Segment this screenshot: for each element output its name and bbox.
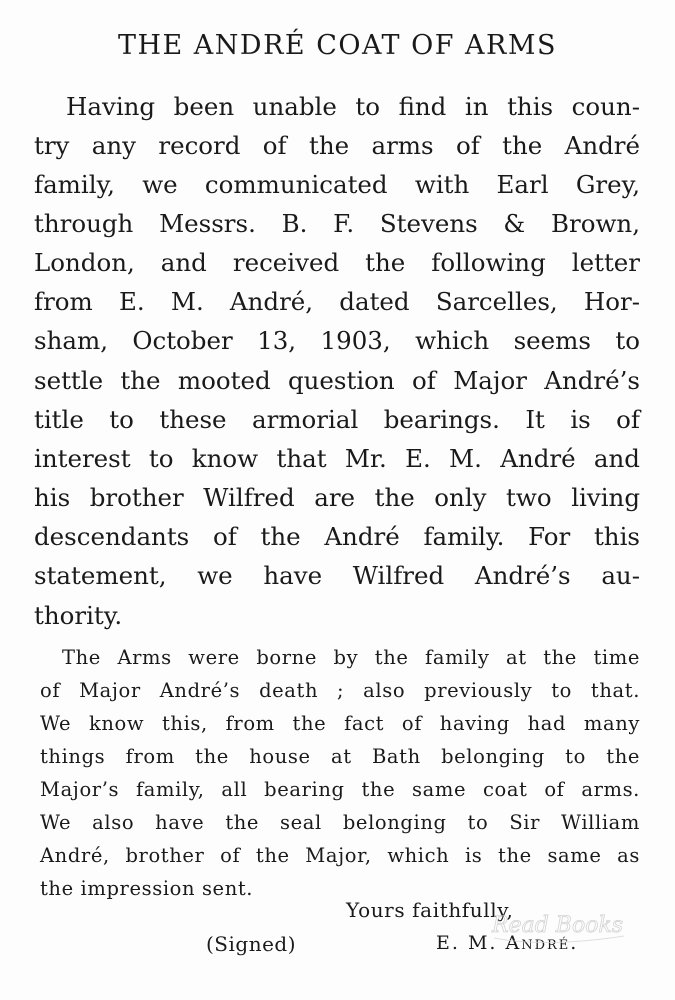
letter-line: We know this, from the fact of having had many [40, 712, 640, 735]
letter-line: The Arms were borne by the family at the time [62, 646, 640, 669]
page-title: THE ANDRÉ COAT OF ARMS [117, 30, 558, 61]
letter-line: of Major André’s death ; also previously to that. [40, 679, 640, 702]
signature: E. M. André. [436, 932, 579, 954]
intro-line: descendants of the André family. For this [34, 522, 640, 551]
intro-line: title to these armorial bearings. It is of [34, 405, 640, 434]
intro-line: settle the mooted question of Major André’s [34, 366, 640, 395]
intro-line: sham, October 13, 1903, which seems to [34, 326, 640, 355]
svg-text:Read Books: Read Books [492, 913, 624, 938]
intro-line: try any record of the arms of the André [34, 131, 640, 160]
intro-line: interest to know that Mr. E. M. André and [34, 444, 640, 473]
intro-line: his brother Wilfred are the only two living [34, 483, 640, 512]
letter-line: André, brother of the Major, which is the same as [40, 844, 640, 867]
intro-line: thority. [34, 601, 123, 630]
letter-line: We also have the seal belonging to Sir William [40, 811, 640, 834]
intro-line: statement, we have Wilfred André’s au- [34, 561, 640, 590]
letter-line: the impression sent. [40, 877, 254, 900]
intro-line: through Messrs. B. F. Stevens & Brown, [34, 209, 640, 238]
letter-line: Major’s family, all bearing the same coat of arms. [40, 778, 640, 801]
intro-line: Having been unable to find in this coun- [66, 92, 640, 121]
closing-salutation: Yours faithfully, [346, 898, 514, 922]
signed-label: (Signed) [206, 932, 297, 956]
intro-line: from E. M. André, dated Sarcelles, Hor- [34, 287, 640, 316]
intro-line: London, and received the following letter [34, 248, 640, 277]
intro-line: family, we communicated with Earl Grey, [34, 170, 640, 199]
letter-line: things from the house at Bath belonging to the [40, 745, 640, 768]
